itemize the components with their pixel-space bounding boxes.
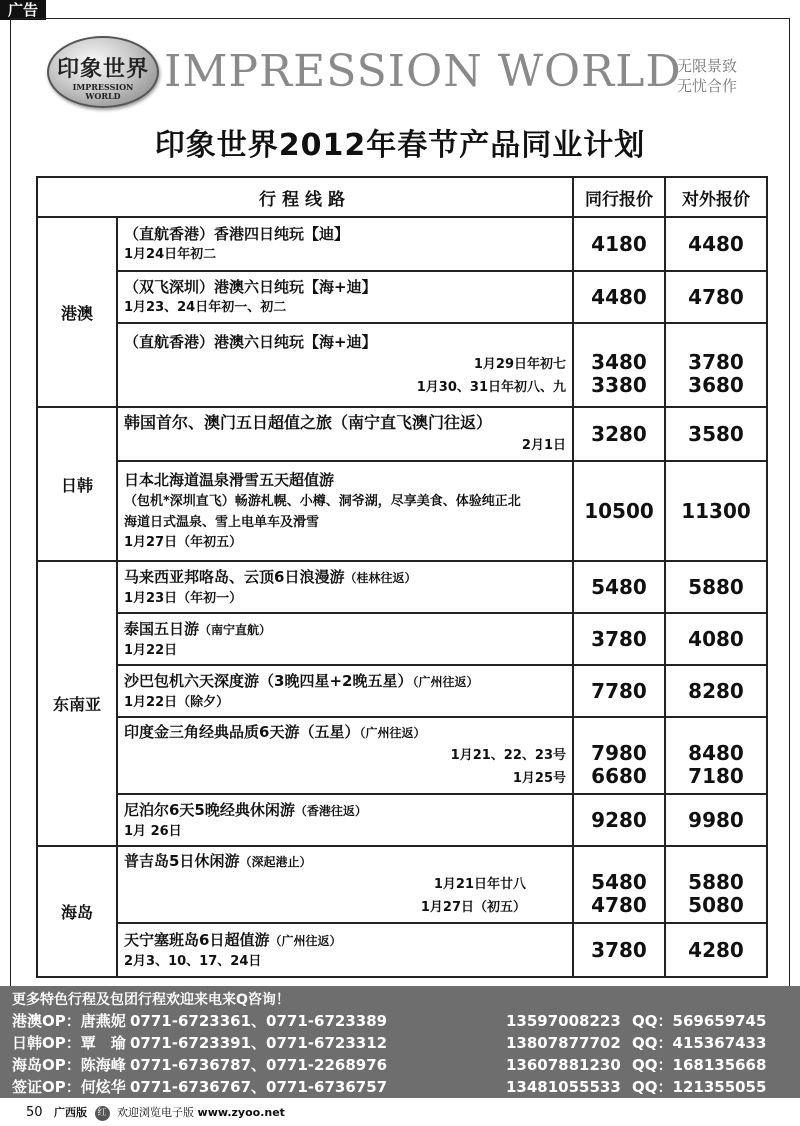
route-title-text: 泰国五日游 [124, 619, 200, 638]
footer-lead: 更多特色行程及包团行程欢迎来电来Q咨询！ [12, 992, 290, 1008]
public-price: 4280 [665, 923, 767, 977]
contact-phones: 0771-6723361、0771-6723389 [130, 1012, 388, 1030]
table-row [37, 923, 767, 977]
route-date: 1月 26日 [124, 823, 182, 839]
route-title-text: 印度金三角经典品质6天游（五星） [124, 723, 360, 741]
route-title [124, 799, 566, 822]
route-title-note: （桂林往返） [344, 570, 417, 585]
route-title-text: 马来西亚邦咯岛、云顶6日浪漫游 [124, 567, 345, 586]
table-row [37, 561, 767, 613]
region-japan-korea: 日韩 [37, 407, 117, 561]
contact-qq: QQ：569659745 [632, 1012, 767, 1030]
trade-price: 3280 [573, 407, 665, 461]
trade-price: 3780 [573, 923, 665, 977]
trade-price: 4180 [573, 217, 665, 271]
header-trade-price: 同行报价 [573, 177, 665, 217]
region-hkmacau: 港澳 [37, 217, 117, 407]
route-title [124, 618, 566, 641]
route-date: 1月22日（除夕） [124, 694, 230, 710]
route-title: 日本北海道温泉滑雪五天超值游 [124, 471, 335, 489]
contact-line [12, 1010, 800, 1032]
route-date: 1月27日（初五） [420, 900, 526, 915]
price-value: 5480 [591, 869, 647, 894]
price-value: 6680 [591, 763, 647, 788]
contact-mobile: 13481055533 [506, 1078, 621, 1096]
price-value: 3380 [591, 373, 647, 397]
header-public-price: 对外报价 [665, 177, 767, 217]
route-title [124, 929, 566, 952]
route-title [124, 850, 566, 873]
public-price: 3580 [665, 407, 767, 461]
route-cell [117, 846, 573, 923]
route-title-note: （广州往返） [359, 726, 426, 740]
page-footer [0, 1102, 800, 1124]
trade-price [573, 846, 665, 923]
route-date: 1月25号 [512, 771, 566, 786]
route-title [124, 566, 566, 589]
contact-mobile: 13607881230 [506, 1056, 621, 1074]
public-price: 8280 [665, 665, 767, 717]
table-row [37, 217, 767, 271]
public-price: 4780 [665, 271, 767, 323]
logo-emblem [47, 36, 159, 108]
table-row [37, 271, 767, 323]
contact-phones: 0771-6736787、0771-2268976 [130, 1056, 388, 1074]
trade-price: 4480 [573, 271, 665, 323]
page-number: 50 [26, 1105, 43, 1120]
price-value: 8480 [688, 740, 744, 765]
price-value: 3680 [688, 373, 744, 397]
route-title-note: （广州往返） [269, 933, 342, 948]
site-link[interactable]: www.zyoo.net [197, 1106, 285, 1119]
contact-line [12, 1054, 800, 1076]
route-date: 1月30、31日年初八、九 [416, 380, 566, 395]
contact-name: 日韩OP：覃 瑜 [12, 1034, 126, 1052]
route-title-text: 天宁塞班岛6日超值游 [124, 930, 270, 949]
route-title: （直航香港）香港四日纯玩【迪】 [124, 225, 350, 243]
price-value: 7180 [688, 763, 744, 788]
route-cell [117, 923, 573, 977]
trade-price [573, 323, 665, 407]
table-row [37, 613, 767, 665]
logo-cn-text: 印象世界 [56, 56, 149, 82]
route-cell [117, 323, 573, 407]
route-title-note: （香港往返） [294, 803, 367, 818]
logo-en-line2: WORLD [85, 91, 121, 101]
route-title [124, 721, 566, 744]
route-cell [117, 461, 573, 561]
contact-line [12, 1076, 800, 1098]
route-cell [117, 717, 573, 794]
public-price [665, 717, 767, 794]
public-price: 4480 [665, 217, 767, 271]
table-row [37, 323, 767, 407]
price-value: 3780 [688, 350, 744, 374]
route-date: 1月21、22、23号 [450, 748, 566, 763]
route-title: 韩国首尔、澳门五日超值之旅（南宁直飞澳门往返） [124, 412, 493, 432]
region-southeast-asia: 东南亚 [37, 561, 117, 846]
route-title-note: （南宁直航） [199, 622, 272, 637]
price-value: 7980 [591, 740, 647, 765]
route-cell [117, 217, 573, 271]
trade-price: 3780 [573, 613, 665, 665]
contact-phones: 0771-6723391、0771-6723312 [130, 1034, 388, 1052]
public-price [665, 323, 767, 407]
route-title: （双飞深圳）港澳六日纯玩【海+迪】 [124, 278, 377, 296]
table-row [37, 407, 767, 461]
route-title-note: （深起港止） [239, 855, 312, 869]
slogan [677, 56, 737, 96]
route-title-text: 沙巴包机六天深度游（3晚四星+2晚五星） [124, 671, 413, 690]
route-cell [117, 407, 573, 461]
slogan-line-2: 无忧合作 [677, 77, 738, 95]
route-title-note: （广州往返） [412, 674, 479, 689]
trade-price: 10500 [573, 461, 665, 561]
route-date: 2月1日 [521, 437, 566, 453]
table-row [37, 461, 767, 561]
trade-price: 5480 [573, 561, 665, 613]
ad-tag: 广告 [0, 0, 46, 20]
public-price: 11300 [665, 461, 767, 561]
publication-edition: 广西版 [54, 1106, 88, 1119]
route-cell [117, 794, 573, 846]
contact-mobile: 13807877702 [506, 1034, 621, 1052]
price-value: 5880 [688, 869, 744, 894]
price-value: 5080 [688, 892, 744, 917]
route-date: 1月29日年初七 [473, 357, 566, 372]
route-title-text: 普吉岛5日休闲游 [124, 852, 240, 870]
contact-name: 港澳OP：唐燕妮 [12, 1012, 126, 1030]
route-date: 1月27日（年初五） [124, 535, 243, 550]
contact-mobile: 13597008223 [506, 1012, 621, 1030]
brand-wordmark: IMPRESSION WORLD [164, 46, 682, 97]
route-title-text: 尼泊尔6天5晚经典休闲游 [124, 800, 295, 819]
table-header-row [37, 177, 767, 217]
table-row [37, 846, 767, 923]
price-table [36, 176, 768, 978]
table-row [37, 717, 767, 794]
route-date: 1月22日 [124, 642, 178, 658]
route-title [124, 670, 566, 693]
contact-footer [0, 986, 800, 1098]
public-price [665, 846, 767, 923]
route-title: （直航香港）港澳六日纯玩【海+迪】 [124, 333, 377, 351]
publication-badge-icon: 红 [95, 1106, 110, 1121]
route-cell [117, 271, 573, 323]
contact-name: 海岛OP：陈海峰 [12, 1056, 126, 1074]
region-islands: 海岛 [37, 846, 117, 977]
contact-qq: QQ：121355055 [632, 1078, 767, 1096]
contact-line [12, 1032, 800, 1054]
price-value: 4780 [591, 892, 647, 917]
contact-name: 签证OP：何炫华 [12, 1078, 126, 1096]
route-cell [117, 561, 573, 613]
trade-price [573, 717, 665, 794]
ebook-promo: 欢迎浏览电子版 [117, 1106, 195, 1119]
trade-price: 9280 [573, 794, 665, 846]
route-date: 1月23、24日年初一、初二 [124, 300, 287, 315]
table-row [37, 794, 767, 846]
public-price: 4080 [665, 613, 767, 665]
route-desc: 海道日式温泉、雪上电单车及滑雪 [124, 515, 320, 530]
route-date: 1月23日（年初一） [124, 590, 243, 606]
contact-qq: QQ：415367433 [632, 1034, 767, 1052]
logo-en-line1: IMPRESSION [72, 82, 134, 92]
route-date: 1月21日年廿八 [433, 877, 526, 892]
price-value: 3480 [591, 350, 647, 374]
public-price: 9980 [665, 794, 767, 846]
contact-phones: 0771-6736767、0771-6736757 [130, 1078, 388, 1096]
contact-qq: QQ：168135668 [632, 1056, 767, 1074]
header-route: 行程线路 [37, 177, 573, 217]
table-row [37, 665, 767, 717]
route-desc: （包机*深圳直飞）畅游札幌、小樽、洞爷湖，尽享美食、体验纯正北 [124, 494, 521, 509]
public-price: 5880 [665, 561, 767, 613]
route-date: 2月3、10、17、24日 [124, 953, 262, 969]
route-cell [117, 613, 573, 665]
route-cell [117, 665, 573, 717]
trade-price: 7780 [573, 665, 665, 717]
page-title: 印象世界2012年春节产品同业计划 [154, 128, 646, 163]
slogan-line-1: 无限景致 [677, 57, 738, 75]
route-date: 1月24日年初二 [124, 247, 217, 262]
